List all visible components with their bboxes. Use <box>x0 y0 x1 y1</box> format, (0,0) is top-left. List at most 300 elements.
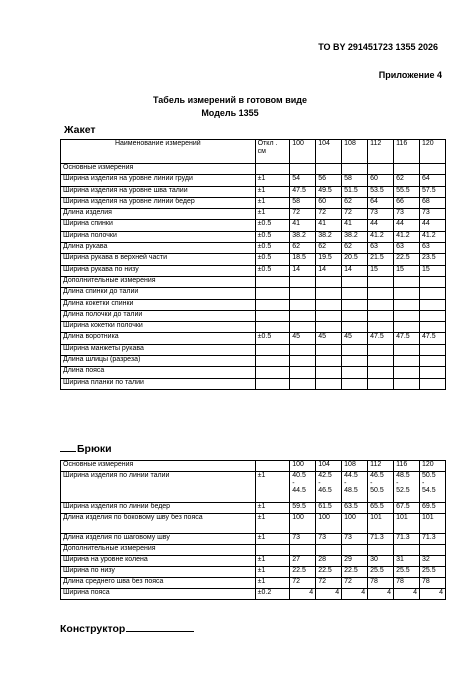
tolerance-cell: ±0.5 <box>255 254 290 265</box>
value-range-part: - <box>396 479 399 487</box>
value-cell <box>316 288 342 299</box>
value-cell: 18.5 <box>290 254 316 265</box>
value-cell: 53.5 <box>368 186 394 197</box>
value-cell: 4 <box>368 589 394 600</box>
value-cell: 101 <box>394 514 420 534</box>
measurement-name-cell: Длина среднего шва без пояса <box>61 578 256 589</box>
tolerance-cell <box>255 545 290 556</box>
tolerance-cell <box>255 378 290 389</box>
value-cell: 63 <box>368 243 394 254</box>
value-cell: 73 <box>316 534 342 545</box>
value-cell: 60 <box>368 175 394 186</box>
measurement-name-cell: Длина изделия по боковому шву без пояса <box>61 514 256 534</box>
value-cell: 4 <box>342 589 368 600</box>
value-cell: 22.5 <box>394 254 420 265</box>
value-cell <box>394 288 420 299</box>
page-title: Табель измерений в готовом виде <box>152 95 307 105</box>
value-range-part: - <box>370 479 373 487</box>
table-row <box>61 254 446 265</box>
value-cell <box>368 545 394 556</box>
tolerance-cell <box>255 367 290 378</box>
value-cell: 58 <box>290 197 316 208</box>
measurement-name-cell: Ширина спинки <box>61 220 256 231</box>
value-cell: 47.5 <box>368 333 394 344</box>
value-cell: 78 <box>420 578 446 589</box>
tolerance-cell: ±1 <box>255 556 290 567</box>
tolerance-cell: ±1 <box>255 197 290 208</box>
measurement-name-cell: Ширина планки по талии <box>61 378 256 389</box>
document-code: ТО BY 291451723 1355 2026 <box>318 42 438 52</box>
value-cell: 44 <box>394 220 420 231</box>
value-cell <box>316 310 342 321</box>
value-cell: 78 <box>368 578 394 589</box>
value-cell <box>368 367 394 378</box>
value-cell <box>342 288 368 299</box>
tolerance-cell <box>255 356 290 367</box>
constructor-label: Конструктор <box>60 623 126 635</box>
measurement-name-cell: Длина изделия <box>61 209 256 220</box>
measurement-name-cell: Ширина изделия на уровне шва талии <box>61 186 256 197</box>
value-cell: 51.5 <box>342 186 368 197</box>
value-cell: 15 <box>420 265 446 276</box>
value-cell: 62 <box>342 197 368 208</box>
value-cell <box>394 164 420 175</box>
value-cell <box>316 367 342 378</box>
trousers-measurements-table <box>60 460 446 600</box>
model-title: Модель 1355 <box>201 108 259 118</box>
value-cell: 69.5 <box>420 503 446 514</box>
value-cell <box>316 545 342 556</box>
column-header-tolerance <box>255 461 290 472</box>
measurement-name-cell: Длина воротника <box>61 333 256 344</box>
value-cell: 47.5 <box>394 333 420 344</box>
value-range-part: - <box>318 479 321 487</box>
value-range-part: 42.5 <box>318 472 332 479</box>
value-cell: 72 <box>342 209 368 220</box>
value-cell <box>316 276 342 287</box>
value-cell: 31 <box>394 556 420 567</box>
value-range-part: - <box>344 479 347 487</box>
value-cell <box>420 288 446 299</box>
value-cell <box>316 164 342 175</box>
table-row <box>61 367 446 378</box>
measurement-name-cell: Ширина полочки <box>61 231 256 242</box>
value-range-part: 46.5 <box>318 487 332 495</box>
value-cell <box>394 378 420 389</box>
value-cell: 63.5 <box>342 503 368 514</box>
value-cell: 22.5 <box>290 567 316 578</box>
constructor-signature-line <box>60 623 194 635</box>
column-header-size: 104 <box>316 461 342 472</box>
tolerance-cell <box>255 322 290 333</box>
value-cell: 101 <box>420 514 446 534</box>
value-cell <box>368 356 394 367</box>
table-header-row <box>61 461 446 472</box>
value-cell <box>290 276 316 287</box>
value-cell: 73 <box>420 209 446 220</box>
value-range-cell <box>290 472 316 503</box>
value-range-part: 40.5 <box>292 472 306 479</box>
table-row <box>61 472 446 503</box>
measurement-name-cell: Длина пояса <box>61 367 256 378</box>
value-cell <box>394 299 420 310</box>
measurement-name-cell: Длина кокетки спинки <box>61 299 256 310</box>
value-cell <box>316 378 342 389</box>
appendix-label: Приложение 4 <box>378 70 442 80</box>
measurement-name-cell: Длина рукава <box>61 243 256 254</box>
value-cell: 41.2 <box>394 231 420 242</box>
value-cell <box>342 299 368 310</box>
value-cell: 101 <box>368 514 394 534</box>
trousers-table-body <box>61 461 446 600</box>
value-cell: 47.5 <box>290 186 316 197</box>
value-cell <box>394 367 420 378</box>
table-row <box>61 310 446 321</box>
tolerance-cell: ±1 <box>255 503 290 514</box>
table-row <box>61 333 446 344</box>
column-header-tolerance: Откл . см <box>255 140 290 164</box>
value-cell: 73 <box>368 209 394 220</box>
tolerance-cell: ±1 <box>255 578 290 589</box>
table-row <box>61 503 446 514</box>
measurement-name-cell: Длина полочки до талии <box>61 310 256 321</box>
value-cell <box>290 322 316 333</box>
table-row <box>61 164 446 175</box>
value-cell: 41 <box>342 220 368 231</box>
measurement-name-cell: Дополнительные измерения <box>61 276 256 287</box>
tolerance-cell: ±0.5 <box>255 220 290 231</box>
value-cell: 28 <box>316 556 342 567</box>
value-cell: 71.3 <box>368 534 394 545</box>
value-cell <box>342 164 368 175</box>
measurement-name-cell: Дополнительные измерения <box>61 545 256 556</box>
tolerance-cell <box>255 164 290 175</box>
value-cell <box>290 310 316 321</box>
value-cell: 63 <box>420 243 446 254</box>
value-cell: 45 <box>342 333 368 344</box>
tolerance-cell: ±0.5 <box>255 231 290 242</box>
value-cell <box>368 288 394 299</box>
value-cell: 68 <box>420 197 446 208</box>
value-cell <box>342 545 368 556</box>
value-cell: 54 <box>290 175 316 186</box>
value-cell: 100 <box>342 514 368 534</box>
value-cell <box>368 322 394 333</box>
value-cell: 72 <box>316 209 342 220</box>
column-header-size: 100 <box>290 140 316 164</box>
value-cell: 14 <box>316 265 342 276</box>
tolerance-cell: ±1 <box>255 567 290 578</box>
table-row <box>61 556 446 567</box>
value-cell <box>290 299 316 310</box>
value-range-cell <box>368 472 394 503</box>
value-range-cell <box>342 472 368 503</box>
value-cell <box>368 344 394 355</box>
table-row <box>61 288 446 299</box>
value-cell <box>342 356 368 367</box>
trousers-title-text: Брюки <box>77 443 112 455</box>
value-cell: 25.5 <box>420 567 446 578</box>
table-row <box>61 344 446 355</box>
value-cell: 49.5 <box>316 186 342 197</box>
value-range-part: 44.5 <box>292 487 306 495</box>
value-cell: 67.5 <box>394 503 420 514</box>
table-row <box>61 589 446 600</box>
value-cell: 15 <box>394 265 420 276</box>
table-row <box>61 534 446 545</box>
value-cell <box>368 378 394 389</box>
column-header-name: Основные измерения <box>61 461 256 472</box>
tolerance-cell: ±1 <box>255 209 290 220</box>
value-range-part: 48.5 <box>344 487 358 495</box>
value-cell: 62 <box>290 243 316 254</box>
value-cell: 41.2 <box>420 231 446 242</box>
value-range-part: 46.5 <box>370 472 384 479</box>
value-cell <box>394 276 420 287</box>
value-cell: 25.5 <box>368 567 394 578</box>
value-cell: 47.5 <box>420 333 446 344</box>
measurement-name-cell: Основные измерения <box>61 164 256 175</box>
measurement-name-cell: Длина изделия по шаговому шву <box>61 534 256 545</box>
column-header-size: 100 <box>290 461 316 472</box>
table-row <box>61 231 446 242</box>
value-cell <box>342 367 368 378</box>
value-cell <box>394 545 420 556</box>
table-row <box>61 322 446 333</box>
tolerance-cell: ±0.5 <box>255 265 290 276</box>
value-cell <box>394 322 420 333</box>
tolerance-cell <box>255 299 290 310</box>
value-cell: 45 <box>290 333 316 344</box>
value-range-part: 54.5 <box>422 487 436 495</box>
value-range-part: 48.5 <box>396 472 410 479</box>
value-range-part: 50.5 <box>422 472 436 479</box>
jacket-section-title: Жакет <box>64 124 96 136</box>
value-range-part: 52.5 <box>396 487 410 495</box>
value-cell: 62 <box>342 243 368 254</box>
value-cell: 41 <box>290 220 316 231</box>
value-cell <box>420 164 446 175</box>
tolerance-cell <box>255 310 290 321</box>
value-cell: 62 <box>316 243 342 254</box>
value-cell: 63 <box>394 243 420 254</box>
measurement-name-cell: Ширина изделия по линии бедер <box>61 503 256 514</box>
value-cell: 71.3 <box>394 534 420 545</box>
column-header-size: 120 <box>420 140 446 164</box>
value-cell: 38.2 <box>316 231 342 242</box>
tolerance-cell: ±1 <box>255 534 290 545</box>
value-cell: 22.5 <box>342 567 368 578</box>
column-header-size: 116 <box>394 140 420 164</box>
value-range-cell <box>316 472 342 503</box>
value-cell: 32 <box>420 556 446 567</box>
value-cell <box>420 322 446 333</box>
value-cell: 66 <box>394 197 420 208</box>
value-cell <box>368 299 394 310</box>
value-cell: 30 <box>368 556 394 567</box>
value-cell: 21.5 <box>368 254 394 265</box>
value-cell <box>420 276 446 287</box>
value-cell: 62 <box>394 175 420 186</box>
value-cell: 55.5 <box>394 186 420 197</box>
value-cell <box>368 276 394 287</box>
column-header-size: 108 <box>342 461 368 472</box>
tolerance-cell: ±0.5 <box>255 333 290 344</box>
value-cell: 38.2 <box>342 231 368 242</box>
tolerance-cell: ±1 <box>255 175 290 186</box>
value-cell: 38.2 <box>290 231 316 242</box>
value-cell: 73 <box>394 209 420 220</box>
value-cell: 41.2 <box>368 231 394 242</box>
value-cell: 72 <box>290 578 316 589</box>
value-cell <box>420 367 446 378</box>
value-cell: 60 <box>316 197 342 208</box>
value-cell <box>316 356 342 367</box>
column-header-name: Наименование измерений <box>61 140 256 164</box>
value-cell <box>368 310 394 321</box>
value-cell <box>290 288 316 299</box>
table-row <box>61 514 446 534</box>
value-cell <box>394 356 420 367</box>
column-header-size: 116 <box>394 461 420 472</box>
value-cell: 29 <box>342 556 368 567</box>
table-row <box>61 578 446 589</box>
value-cell: 73 <box>290 534 316 545</box>
value-range-cell <box>394 472 420 503</box>
measurement-name-cell: Длина шлицы (разреза) <box>61 356 256 367</box>
value-cell: 78 <box>394 578 420 589</box>
value-cell: 65.5 <box>368 503 394 514</box>
measurement-name-cell: Ширина на уровне колена <box>61 556 256 567</box>
value-cell: 4 <box>316 589 342 600</box>
value-range-part: 44.5 <box>344 472 358 479</box>
value-cell <box>420 310 446 321</box>
value-range-cell <box>420 472 446 503</box>
value-cell <box>342 344 368 355</box>
value-cell <box>394 344 420 355</box>
tolerance-cell <box>255 276 290 287</box>
value-cell <box>394 310 420 321</box>
column-header-size: 112 <box>368 461 394 472</box>
table-row <box>61 175 446 186</box>
column-header-size: 104 <box>316 140 342 164</box>
value-cell: 72 <box>290 209 316 220</box>
value-cell: 64 <box>420 175 446 186</box>
measurement-name-cell: Ширина изделия на уровне линии бедер <box>61 197 256 208</box>
tolerance-cell <box>255 288 290 299</box>
value-cell <box>290 356 316 367</box>
measurement-name-cell: Ширина рукава по низу <box>61 265 256 276</box>
value-cell: 64 <box>368 197 394 208</box>
table-row <box>61 299 446 310</box>
column-header-size: 108 <box>342 140 368 164</box>
tolerance-cell: ±1 <box>255 514 290 534</box>
value-cell: 58 <box>342 175 368 186</box>
table-row <box>61 197 446 208</box>
value-cell <box>316 344 342 355</box>
value-cell <box>420 378 446 389</box>
underline-decoration <box>60 451 76 452</box>
value-cell: 73 <box>342 534 368 545</box>
tolerance-cell <box>255 344 290 355</box>
measurement-name-cell: Ширина изделия на уровне линии груди <box>61 175 256 186</box>
value-cell: 4 <box>394 589 420 600</box>
value-cell: 100 <box>316 514 342 534</box>
value-cell <box>290 344 316 355</box>
value-cell: 57.5 <box>420 186 446 197</box>
value-cell: 19.5 <box>316 254 342 265</box>
measurement-name-cell: Ширина кокетки полочки <box>61 322 256 333</box>
value-cell <box>420 356 446 367</box>
value-cell: 72 <box>316 578 342 589</box>
value-cell: 45 <box>316 333 342 344</box>
measurement-name-cell: Ширина пояса <box>61 589 256 600</box>
value-cell: 14 <box>290 265 316 276</box>
tolerance-cell: ±0.2 <box>255 589 290 600</box>
tolerance-cell: ±0.5 <box>255 243 290 254</box>
value-cell <box>316 299 342 310</box>
value-cell <box>342 276 368 287</box>
value-cell: 59.5 <box>290 503 316 514</box>
value-cell <box>290 164 316 175</box>
measurement-name-cell: Ширина манжеты рукава <box>61 344 256 355</box>
value-cell: 20.5 <box>342 254 368 265</box>
tolerance-cell: ±1 <box>255 186 290 197</box>
value-cell: 61.5 <box>316 503 342 514</box>
measurement-name-cell: Ширина по низу <box>61 567 256 578</box>
value-cell <box>316 322 342 333</box>
table-row <box>61 209 446 220</box>
column-header-size: 120 <box>420 461 446 472</box>
table-row <box>61 378 446 389</box>
value-cell: 100 <box>290 514 316 534</box>
value-cell <box>290 378 316 389</box>
value-cell: 56 <box>316 175 342 186</box>
table-row <box>61 243 446 254</box>
column-header-size: 112 <box>368 140 394 164</box>
table-row <box>61 545 446 556</box>
value-cell <box>290 545 316 556</box>
value-range-part: - <box>292 479 295 487</box>
table-row <box>61 567 446 578</box>
value-range-part: 50.5 <box>370 487 384 495</box>
signature-blank <box>126 631 194 632</box>
trousers-section-title <box>60 443 112 455</box>
value-cell <box>342 322 368 333</box>
table-row <box>61 276 446 287</box>
value-range-part: - <box>422 479 425 487</box>
table-row <box>61 220 446 231</box>
table-row <box>61 265 446 276</box>
value-cell <box>420 299 446 310</box>
measurement-name-cell: Ширина рукава в верхней части <box>61 254 256 265</box>
jacket-measurements-table <box>60 139 446 390</box>
value-cell: 27 <box>290 556 316 567</box>
value-cell: 71.3 <box>420 534 446 545</box>
value-cell: 72 <box>342 578 368 589</box>
measurement-name-cell: Ширина изделия по линии талии <box>61 472 256 503</box>
value-cell: 4 <box>420 589 446 600</box>
value-cell: 15 <box>368 265 394 276</box>
value-cell: 41 <box>316 220 342 231</box>
table-row <box>61 356 446 367</box>
value-cell: 22.5 <box>316 567 342 578</box>
value-cell: 23.5 <box>420 254 446 265</box>
value-cell <box>290 367 316 378</box>
value-cell <box>420 344 446 355</box>
value-cell <box>342 378 368 389</box>
table-row <box>61 186 446 197</box>
